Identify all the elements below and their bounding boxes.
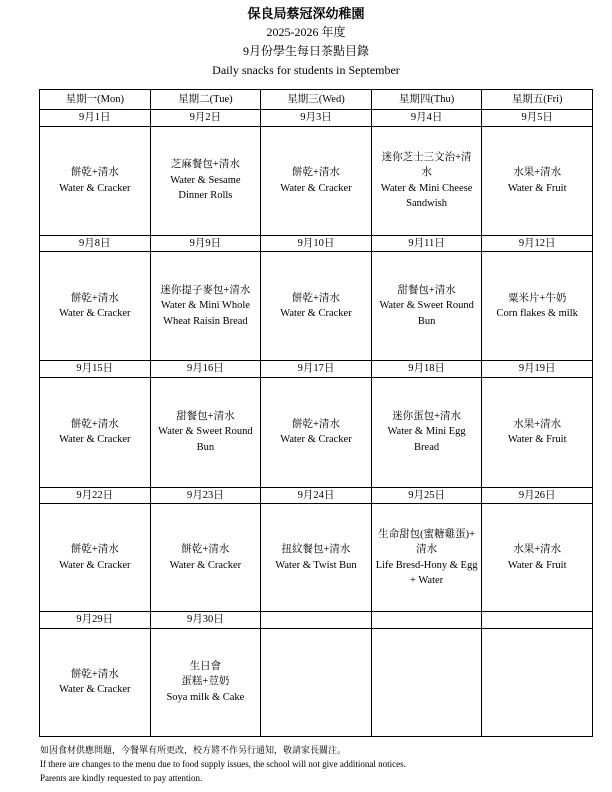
snack-zh: 扭紋餐包+清水 xyxy=(281,544,351,555)
snack-zh: 餅乾+清水 xyxy=(70,668,119,680)
title-english: Daily snacks for students in September xyxy=(212,63,400,77)
snack-zh: 芝麻餐包+清水 xyxy=(170,159,240,171)
snack-zh: 餅乾+清水 xyxy=(292,292,340,304)
menu-cell xyxy=(482,377,593,487)
snack-zh: 迷你提子麥包+清水 xyxy=(160,284,251,296)
snack-en: Water & Sesame xyxy=(170,174,241,186)
school-name: 保良局蔡冠深幼稚園 xyxy=(247,6,365,21)
snack-zh: 餅乾+清水 xyxy=(292,418,340,430)
menu-row-week-5 xyxy=(40,628,593,736)
note-english-2: Parents are kindly requested to pay attention. xyxy=(40,773,203,783)
date-cell xyxy=(482,612,593,629)
snack-en-line-2: Bun xyxy=(417,315,436,327)
date-cell: 9月9日 xyxy=(150,235,261,252)
snack-zh: 餅乾+清水 xyxy=(70,167,119,178)
menu-cell xyxy=(40,126,151,235)
menu-cell xyxy=(482,126,593,235)
menu-cell xyxy=(150,252,261,361)
menu-cell xyxy=(371,126,482,235)
snack-en: Life Bresd-Hony & Egg xyxy=(375,559,478,571)
menu-row-week-1 xyxy=(40,126,593,235)
snack-en: Water & Twist Bun xyxy=(275,559,357,571)
snack-zh: 餅乾+清水 xyxy=(70,418,119,430)
snack-zh: 迷你芝士三文治+清 xyxy=(381,151,472,163)
date-cell: 9月18日 xyxy=(371,361,482,378)
date-cell: 9月2日 xyxy=(150,110,261,127)
snack-zh: 餅乾+清水 xyxy=(70,292,119,304)
snack-en: Water & Cracker xyxy=(280,182,352,194)
snack-en: Water & Cracker xyxy=(280,308,352,319)
date-cell: 9月22日 xyxy=(40,487,151,504)
date-cell xyxy=(261,612,372,629)
date-row-week-3 xyxy=(40,361,593,378)
menu-cell xyxy=(371,504,482,612)
date-cell: 9月12日 xyxy=(482,235,593,252)
date-cell xyxy=(371,612,482,629)
snack-zh-line-2: 清水 xyxy=(416,544,438,555)
date-cell: 9月16日 xyxy=(150,361,261,378)
date-row-week-2 xyxy=(40,235,593,252)
menu-cell xyxy=(261,252,372,361)
snack-en: Water & Cracker xyxy=(59,182,131,194)
day-header-row xyxy=(40,90,593,110)
date-cell: 9月30日 xyxy=(150,612,261,629)
date-cell: 9月3日 xyxy=(261,110,372,127)
day-header-wed: 星期三(Wed) xyxy=(261,90,372,110)
snack-en: Water & Cracker xyxy=(59,559,131,571)
date-cell: 9月23日 xyxy=(150,487,261,504)
snack-menu-table xyxy=(39,89,593,737)
menu-cell xyxy=(371,377,482,487)
date-cell: 9月1日 xyxy=(40,110,151,127)
date-cell: 9月29日 xyxy=(40,612,151,629)
snack-en-line-2: Wheat Raisin Bread xyxy=(163,315,248,327)
date-cell: 9月11日 xyxy=(371,235,482,252)
date-cell: 9月15日 xyxy=(40,361,151,378)
menu-cell xyxy=(482,252,593,361)
snack-zh-line-2: 蛋糕+荳奶 xyxy=(181,676,230,688)
menu-cell xyxy=(261,504,372,612)
menu-cell-empty xyxy=(261,628,372,736)
menu-cell xyxy=(40,377,151,487)
date-row-week-5 xyxy=(40,612,593,629)
note-chinese: 如因食材供應問題，今餐單有所更改，校方將不作另行通知，敬請家長關注。 xyxy=(40,745,347,755)
snack-en: Water & Cracker xyxy=(280,434,352,445)
day-header-fri: 星期五(Fri) xyxy=(482,90,593,110)
snack-zh: 餅乾+清水 xyxy=(181,544,230,555)
snack-zh: 水果+清水 xyxy=(513,167,562,178)
snack-en: Water & Cracker xyxy=(59,308,131,319)
snack-en: Water & Mini Egg xyxy=(387,426,466,438)
header xyxy=(0,4,612,80)
snack-en: Water & Mini Whole xyxy=(160,300,250,312)
school-year: 2025-2026 年度 xyxy=(266,25,346,39)
date-cell: 9月10日 xyxy=(261,235,372,252)
menu-cell xyxy=(150,628,261,736)
snack-en: Water & Mini Cheese xyxy=(380,182,473,194)
day-header-thu: 星期四(Thu) xyxy=(371,90,482,110)
snack-en-line-2: Sandwish xyxy=(406,198,447,209)
snack-en: Water & Cracker xyxy=(59,434,131,445)
date-cell: 9月8日 xyxy=(40,235,151,252)
snack-en-line-2: Bread xyxy=(414,441,440,453)
menu-cell xyxy=(371,252,482,361)
snack-zh: 水果+清水 xyxy=(513,418,562,430)
menu-row-week-4 xyxy=(40,504,593,612)
date-cell: 9月19日 xyxy=(482,361,593,378)
day-header-mon: 星期一(Mon) xyxy=(40,90,151,110)
date-cell: 9月4日 xyxy=(371,110,482,127)
menu-row-week-2 xyxy=(40,252,593,361)
day-header-tue: 星期二(Tue) xyxy=(150,90,261,110)
menu-cell xyxy=(261,377,372,487)
snack-en: Water & Cracker xyxy=(59,684,131,695)
snack-zh: 生日會 xyxy=(189,660,222,672)
date-cell: 9月5日 xyxy=(482,110,593,127)
snack-zh: 餅乾+清水 xyxy=(292,167,340,178)
snack-zh: 甜餐包+清水 xyxy=(176,410,235,422)
snack-en: Water & Fruit xyxy=(507,434,567,445)
date-cell: 9月17日 xyxy=(261,361,372,378)
date-cell: 9月25日 xyxy=(371,487,482,504)
menu-cell xyxy=(150,504,261,612)
snack-en: Water & Sweet Round xyxy=(158,426,253,438)
menu-cell-empty xyxy=(371,628,482,736)
menu-cell xyxy=(40,252,151,361)
title-chinese: 9月份學生每日茶點目錄 xyxy=(242,44,369,58)
snack-zh: 水果+清水 xyxy=(513,544,562,555)
snack-en: Water & Fruit xyxy=(507,182,567,194)
menu-cell xyxy=(150,126,261,235)
snack-en: Water & Cracker xyxy=(169,559,242,571)
snack-zh: 粟米片+牛奶 xyxy=(507,292,567,304)
menu-cell xyxy=(482,504,593,612)
snack-en: Corn flakes & milk xyxy=(496,308,578,319)
footer-notes xyxy=(40,743,406,785)
snack-zh: 餅乾+清水 xyxy=(70,544,119,555)
menu-cell xyxy=(40,504,151,612)
snack-en-line-2: Bun xyxy=(196,441,215,453)
snack-zh: 生命甜包(蜜糖雞蛋)+ xyxy=(378,528,476,540)
date-row-week-1 xyxy=(40,110,593,127)
snack-en-line-2: + Water xyxy=(409,575,444,586)
snack-zh: 甜餐包+清水 xyxy=(397,284,456,296)
note-english-1: If there are changes to the menu due to food supply issues, the school will not give additional notices. xyxy=(40,759,406,769)
snack-en: Water & Fruit xyxy=(507,559,567,571)
date-cell: 9月26日 xyxy=(482,487,593,504)
menu-cell xyxy=(40,628,151,736)
snack-zh: 迷你蛋包+清水 xyxy=(392,410,462,422)
menu-cell-empty xyxy=(482,628,593,736)
menu-cell xyxy=(150,377,261,487)
menu-cell xyxy=(261,126,372,235)
snack-en-line-2: Dinner Rolls xyxy=(178,190,233,202)
snack-en: Soya milk & Cake xyxy=(166,691,245,703)
date-cell: 9月24日 xyxy=(261,487,372,504)
snack-en: Water & Sweet Round xyxy=(379,300,474,312)
menu-row-week-3 xyxy=(40,377,593,487)
snack-zh-line-2: 水 xyxy=(421,167,432,178)
date-row-week-4 xyxy=(40,487,593,504)
